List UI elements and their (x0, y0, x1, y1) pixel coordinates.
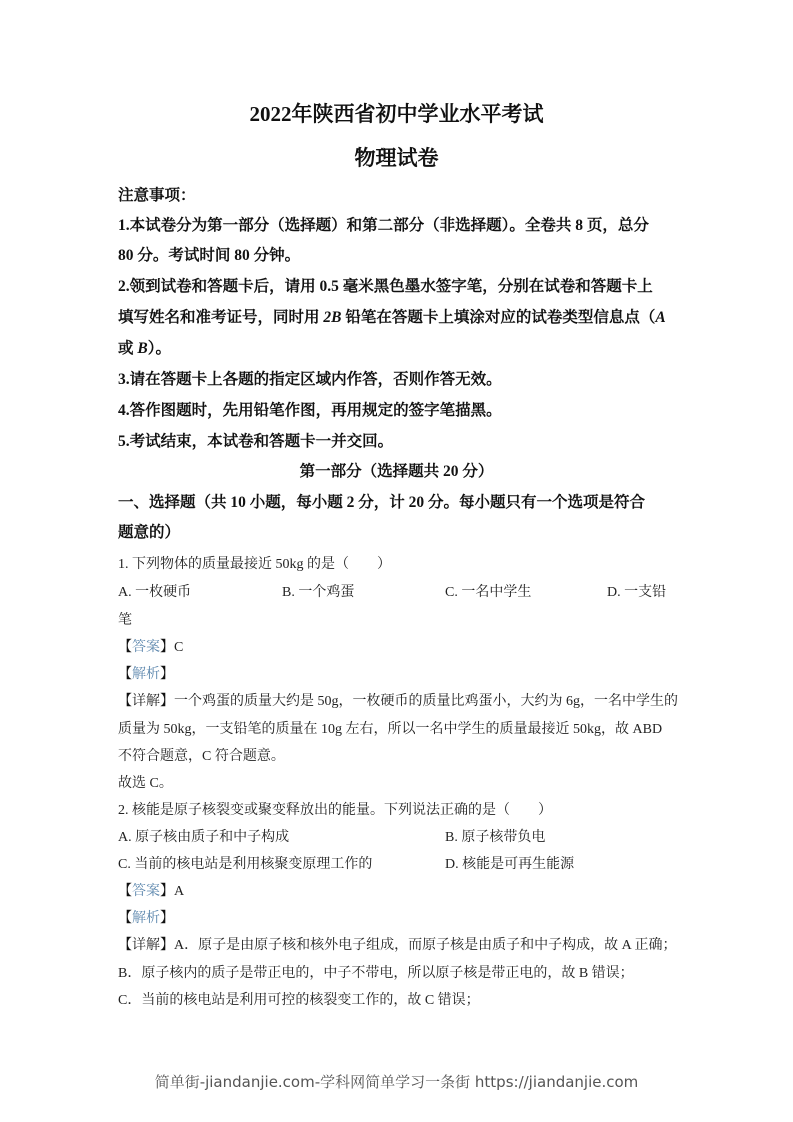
answer-value: A (174, 884, 185, 899)
detail-label: 详解 (132, 938, 160, 953)
answer-label: 答案 (132, 640, 160, 655)
section-heading-line-1: 一、选择题（共 10 小题，每小题 2 分，计 20 分。每小题只有一个选项是符合 (118, 494, 646, 511)
question-1-stem: 1. 下列物体的质量最接近 50kg 的是（ ） (118, 557, 391, 572)
notice-item-2-text-a: 填写姓名和准考证号，同时用 (118, 309, 324, 326)
part1-heading: 第一部分（选择题共 20 分） (299, 463, 494, 480)
notice-item-2-line-1: 2.领到试卷和答题卡后，请用 0.5 毫米黑色墨水签字笔，分别在试卷和答题卡上 (118, 278, 653, 295)
notice-item-2-type-a: A (655, 309, 666, 326)
analysis-label: 解析 (132, 911, 160, 926)
question-1-conclusion: 故选 C。 (118, 776, 173, 791)
answer-label: 答案 (132, 884, 160, 899)
question-1-option-d: D. 一支铅 (607, 585, 667, 600)
notice-item-1-line-2: 80 分。考试时间 80 分钟。 (118, 247, 301, 264)
notice-heading: 注意事项： (118, 187, 196, 204)
question-1-detail-line-1: 【详解】一个鸡蛋的质量大约是 50g，一枚硬币的质量比鸡蛋小，大约为 6g，一名中学生的 (118, 694, 678, 709)
question-1-option-c: C. 一名中学生 (445, 585, 532, 600)
section-heading-line-2: 题意的） (118, 524, 181, 541)
notice-item-3: 3.请在答题卡上各题的指定区域内作答，否则作答无效。 (118, 371, 502, 388)
question-2-stem: 2. 核能是原子核裂变或聚变释放出的能量。下列说法正确的是（ ） (118, 803, 552, 818)
question-1-detail-line-3: 不符合题意，C 符合题意。 (118, 749, 285, 764)
notice-item-4: 4.答作图题时，先用铅笔作图，再用规定的签字笔描黑。 (118, 402, 502, 419)
question-1-option-d-wrap: 笔 (118, 613, 132, 628)
question-2-option-b: B. 原子核带负电 (445, 830, 546, 845)
notice-item-5: 5.考试结束，本试卷和答题卡一并交回。 (118, 433, 394, 450)
question-1-option-a: A. 一枚硬币 (118, 585, 192, 600)
question-2-detail-line-1: 【详解】A．原子是由原子核和核外电子组成，而原子核是由质子和中子构成，故 A 正确； (118, 938, 677, 953)
notice-item-2-type-b: B (137, 340, 148, 357)
question-2-answer: 【答案】A (118, 884, 185, 899)
question-2-detail-line-3: C．当前的核电站是利用可控的核裂变工作的，故 C 错误； (118, 993, 480, 1008)
question-1-analysis: 【解析】 (118, 667, 174, 682)
question-1-option-b: B. 一个鸡蛋 (282, 585, 355, 600)
question-2-detail-line-2: B．原子核内的质子是带正电的，中子不带电，所以原子核是带正电的，故 B 错误； (118, 966, 634, 981)
question-2-option-d: D. 核能是可再生能源 (445, 857, 575, 872)
question-2-option-c: C. 当前的核电站是利用核聚变原理工作的 (118, 857, 373, 872)
notice-item-2-line-2 (118, 305, 666, 327)
question-2-analysis: 【解析】 (118, 911, 174, 926)
question-1-answer: 【答案】C (118, 640, 184, 655)
notice-item-2-line-3 (118, 336, 171, 358)
analysis-label: 解析 (132, 667, 160, 682)
answer-value: C (174, 640, 184, 655)
detail-label: 详解 (132, 694, 160, 709)
notice-item-2-pencil-grade: 2B (323, 309, 342, 326)
notice-item-2-text-or: 或 (118, 340, 138, 357)
question-1-detail-line-2: 质量为 50kg，一支铅笔的质量在 10g 左右，所以一名中学生的质量最接近 50kg，故 ABD (118, 722, 663, 737)
footer-watermark: 简单街-jiandanjie.com-学科网简单学习一条街 https://jiandanjie.com (154, 1073, 639, 1091)
question-2-option-a: A. 原子核由质子和中子构成 (118, 830, 290, 845)
exam-title: 2022年陕西省初中学业水平考试 (249, 102, 544, 126)
notice-item-1-line-1: 1.本试卷分为第一部分（选择题）和第二部分（非选择题）。全卷共 8 页，总分 (118, 217, 649, 234)
notice-item-2-text-end: ）。 (147, 340, 171, 357)
exam-subtitle: 物理试卷 (354, 146, 439, 170)
notice-item-2-text-c: 铅笔在答题卡上填涂对应的试卷类型信息点（ (341, 309, 656, 326)
